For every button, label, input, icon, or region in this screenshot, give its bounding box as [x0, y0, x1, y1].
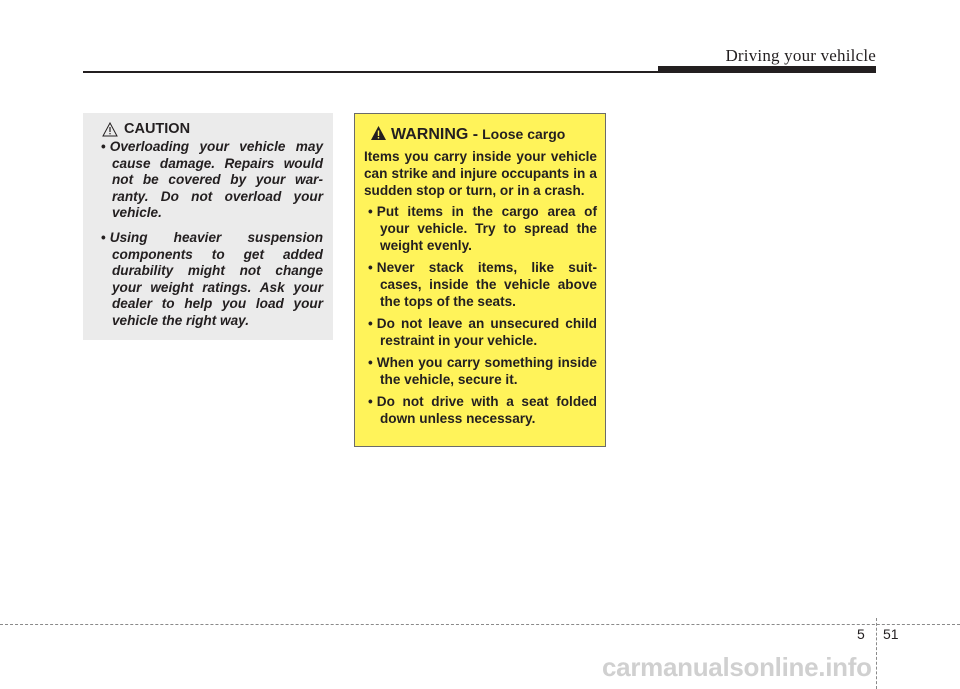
warning-item: • When you carry something inside the vehicle, secure it.: [368, 355, 597, 387]
header-rule-accent: [658, 66, 876, 73]
warning-box: [354, 113, 606, 447]
caution-item: • Using heavier suspension components to get added durability might not change your weight ratings. Ask your dealer to help you load your vehicle the right way.: [101, 229, 323, 328]
warning-item: • Do not leave an unsecured child restraint in your vehicle.: [368, 316, 597, 348]
warning-item: • Put items in the cargo area of your vehicle. Try to spread the weight evenly.: [368, 204, 597, 253]
warning-item: • Do not drive with a seat folded down unless necessary.: [368, 394, 597, 426]
caution-list: [96, 139, 323, 330]
warning-subtitle: Loose cargo: [482, 126, 566, 142]
footer-divider: [876, 618, 877, 689]
warning-intro: Items you carry inside your vehicle can strike and injure occupants in a sudden stop or turn, or in a crash.: [364, 149, 597, 198]
caution-box: [83, 113, 333, 340]
warning-triangle-outline-icon: [102, 122, 118, 137]
warning-title: WARNING -: [391, 126, 479, 143]
footer-rule: [0, 624, 960, 625]
caution-heading: [102, 121, 323, 137]
section-title: Driving your vehilcle: [725, 46, 876, 65]
chapter-number: 5: [857, 626, 865, 642]
page-number: 51: [883, 626, 899, 642]
caution-item: • Overloading your vehicle may cause damage. Repairs would not be covered by your war- ranty. Do not overload your vehicle.: [101, 139, 323, 221]
watermark: carmanualsonline.info: [602, 652, 872, 682]
warning-list: [364, 203, 597, 427]
warning-heading: [370, 123, 597, 144]
header-rule: [83, 71, 660, 73]
warning-triangle-filled-icon: [370, 125, 387, 141]
caution-title: CAUTION: [124, 121, 191, 137]
warning-item: • Never stack items, like suit- cases, inside the vehicle above the tops of the seats.: [368, 260, 597, 309]
